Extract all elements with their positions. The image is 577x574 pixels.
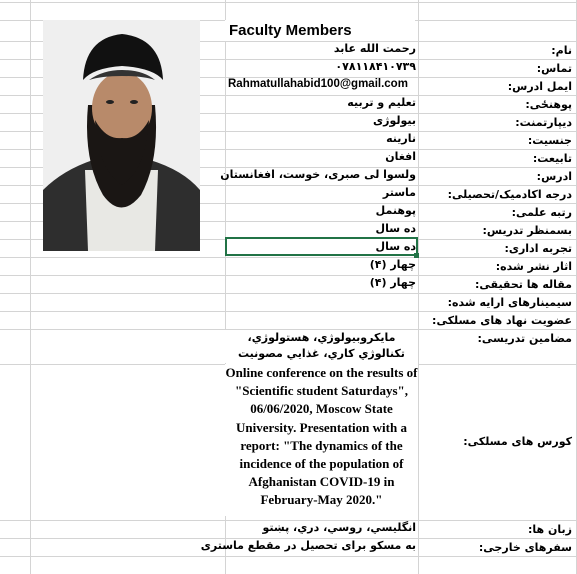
value-rank[interactable]: پوهنمل (375, 204, 416, 217)
value-department[interactable]: بیولوژی (373, 114, 416, 127)
value-research-articles[interactable]: چهار (۴) (369, 276, 416, 289)
value-courses[interactable]: Online conference on the results of "Scientific student Saturdays", 06/06/2020, Moscow State University. Presentation with a report: "The dynamics of the incidence of the population of Afghanistan COVID-19 in February-May 2020." (225, 364, 418, 516)
value-contact[interactable]: ۰۷۸۱۱۸۴۱۰۷۳۹ (335, 60, 416, 73)
value-travel[interactable]: به مسکو برای تحصیل در مقطع ماستری (200, 539, 416, 552)
label-research-articles: مقاله ها تحقیقی: (475, 278, 572, 291)
value-degree[interactable]: ماستر (382, 186, 416, 199)
profile-photo (43, 20, 200, 251)
label-courses: کورس های مسلکی: (463, 435, 572, 448)
value-languages[interactable]: انگلیسي، روسي، دري، پښتو (262, 521, 416, 534)
label-languages: زبان ها: (528, 523, 572, 536)
label-gender: جنسیت: (527, 134, 572, 147)
label-publications: اثار نشر شده: (495, 260, 572, 273)
value-faculty[interactable]: تعلیم و تربیه (347, 96, 416, 109)
label-teaching-experience: بسمنظر تدریس: (482, 224, 572, 237)
value-admin-experience[interactable]: ده سال (375, 240, 416, 253)
label-rank: رتبه علمی: (511, 206, 572, 219)
value-email[interactable]: Rahmatullahabid100@gmail.com (228, 78, 408, 90)
label-admin-experience: تجربه اداری: (504, 242, 572, 255)
label-degree: درجه اکادمیک/تحصیلی: (447, 188, 572, 201)
value-publications[interactable]: چهار (۴) (369, 258, 416, 271)
label-department: دیپارتمنت: (515, 116, 572, 129)
value-subjects[interactable]: مایکروبیولوژي، هستولوژي، تکنالوژي کاري، غذايي مصونيت (225, 330, 418, 363)
page-title: Faculty Members (225, 20, 415, 41)
value-address[interactable]: ولسوا لی صبری، خوست، افغانستان (220, 168, 416, 181)
value-name[interactable]: رحمت الله عابد (333, 42, 416, 55)
label-faculty: پوهنځی: (525, 98, 572, 111)
label-subjects: مضامین تدریسی: (477, 332, 572, 345)
label-memberships: عضویت نهاد های مسلکی: (432, 314, 572, 327)
label-seminars: سیمینارهای ارایه شده: (447, 296, 572, 309)
label-travel: سفرهای خارجی: (478, 541, 572, 554)
label-nationality: تابیعت: (532, 152, 572, 165)
label-email: ایمل ادرس: (507, 80, 572, 93)
label-name: نام: (551, 44, 572, 57)
value-nationality[interactable]: افغان (385, 150, 416, 163)
value-gender[interactable]: نارینه (386, 132, 416, 145)
label-contact: تماس: (536, 62, 572, 75)
grid-col-line (30, 0, 31, 574)
label-address: ادرس: (536, 170, 572, 183)
value-teaching-experience[interactable]: ده سال (375, 222, 416, 235)
